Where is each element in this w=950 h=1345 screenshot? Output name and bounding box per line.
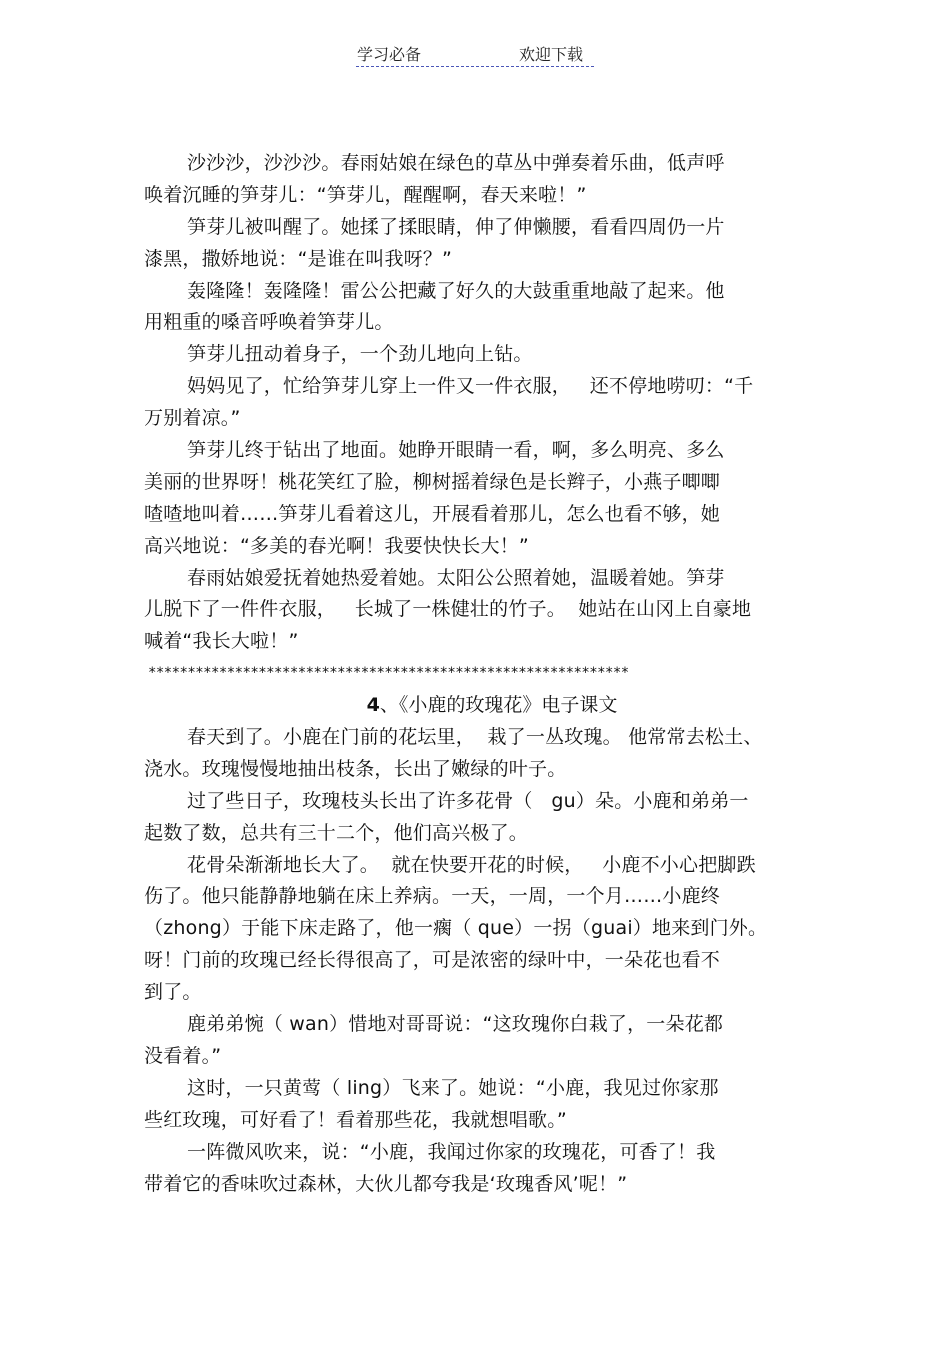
header-right-text: 欢迎下载	[519, 45, 584, 64]
header-left-text: 学习必备	[357, 45, 422, 64]
text-line: 些红玫瑰，可好看了！看着那些花，我就想唱歌。”	[144, 1108, 567, 1131]
text-line: 妈妈见了，忙给笋芽儿穿上一件又一件衣服， 还不停地唠叨：“千	[187, 375, 754, 398]
text-line: 浇水。玫瑰慢慢地抽出枝条，长出了嫩绿的叶子。	[144, 757, 567, 780]
story-little-deer-roses	[144, 722, 820, 1200]
text-line: 一阵微风吹来，说：“小鹿，我闻过你家的玫瑰花，可香了！我	[187, 1140, 716, 1163]
text-line: 高兴地说：“多美的春光啊！我要快快长大！”	[144, 534, 529, 557]
text-line: 喳喳地叫着……笋芽儿看着这儿，开展看着那儿，怎么也看不够，她	[144, 502, 721, 525]
text-line: 带着它的香味吹过森林，大伙儿都夸我是‘玫瑰香风’呢！”	[144, 1172, 628, 1195]
lesson-title-text: 、《小鹿的玫瑰花》电子课文	[379, 694, 618, 717]
text-line: 用粗重的嗓音呼唤着笋芽儿。	[144, 311, 394, 334]
text-line: 喊着“我长大啦！”	[144, 630, 299, 653]
text-line: 漆黑，撒娇地说：“是谁在叫我呀？”	[144, 247, 453, 270]
text-line: 美丽的世界呀！桃花笑红了脸，柳树摇着绿色是长辫子，小燕子唧唧	[144, 470, 721, 493]
text-line: 万别着凉。”	[144, 407, 241, 430]
text-line: 儿脱下了一件件衣服， 长城了一株健壮的竹子。 她站在山冈上自豪地	[144, 598, 752, 621]
text-line: 春雨姑娘爱抚着她热爱着她。太阳公公照着她，温暖着她。笋芽	[187, 566, 725, 589]
text-line: 呀！门前的玫瑰已经长得很高了，可是浓密的绿叶中，一朵花也看不	[144, 949, 721, 972]
separator-line: *************************************************************	[148, 665, 629, 682]
text-line: 没看着。”	[144, 1044, 222, 1067]
lesson-title	[144, 690, 820, 722]
text-line: 笋芽儿扭动着身子，一个劲儿地向上钻。	[187, 343, 533, 366]
text-line: 春天到了。小鹿在门前的花坛里， 栽了一丛玫瑰。 他常常去松土、	[187, 726, 763, 749]
text-line: 起数了数，总共有三十二个，他们高兴极了。	[144, 821, 529, 844]
text-line: 这时，一只黄莺（ ling）飞来了。她说：“小鹿，我见过你家那	[187, 1076, 719, 1099]
text-line: 轰隆隆！轰隆隆！雷公公把藏了好久的大鼓重重地敲了起来。他	[187, 279, 725, 302]
lesson-number: 4	[366, 694, 380, 717]
text-line: 过了些日子，玫瑰枝头长出了许多花骨（ gu）朵。小鹿和弟弟一	[187, 789, 749, 812]
text-line: 唤着沉睡的笋芽儿：“笋芽儿，醒醒啊，春天来啦！”	[144, 183, 587, 206]
text-line: 到了。	[144, 981, 202, 1004]
text-line: 伤了。他只能静静地躺在床上养病。一天，一周，一个月……小鹿终	[144, 885, 721, 908]
document-body	[144, 148, 820, 1200]
text-line: 笋芽儿终于钻出了地面。她睁开眼睛一看，啊，多么明亮、多么	[187, 439, 725, 462]
page-header	[356, 40, 594, 67]
text-line: 笋芽儿被叫醒了。她揉了揉眼睛，伸了伸懒腰，看看四周仍一片	[187, 215, 725, 238]
text-line: 沙沙沙，沙沙沙。春雨姑娘在绿色的草丛中弹奏着乐曲，低声呼	[187, 152, 725, 174]
text-line: 花骨朵渐渐地长大了。 就在快要开花的时候， 小鹿不小心把脚跌	[187, 853, 756, 876]
text-line: 鹿弟弟惋（ wan）惜地对哥哥说：“这玫瑰你白栽了，一朵花都	[187, 1013, 724, 1036]
story-spring-bamboo	[144, 148, 820, 658]
text-line: （zhong）于能下床走路了，他一瘸（ que）一拐（guai）地来到门外。	[144, 917, 768, 940]
